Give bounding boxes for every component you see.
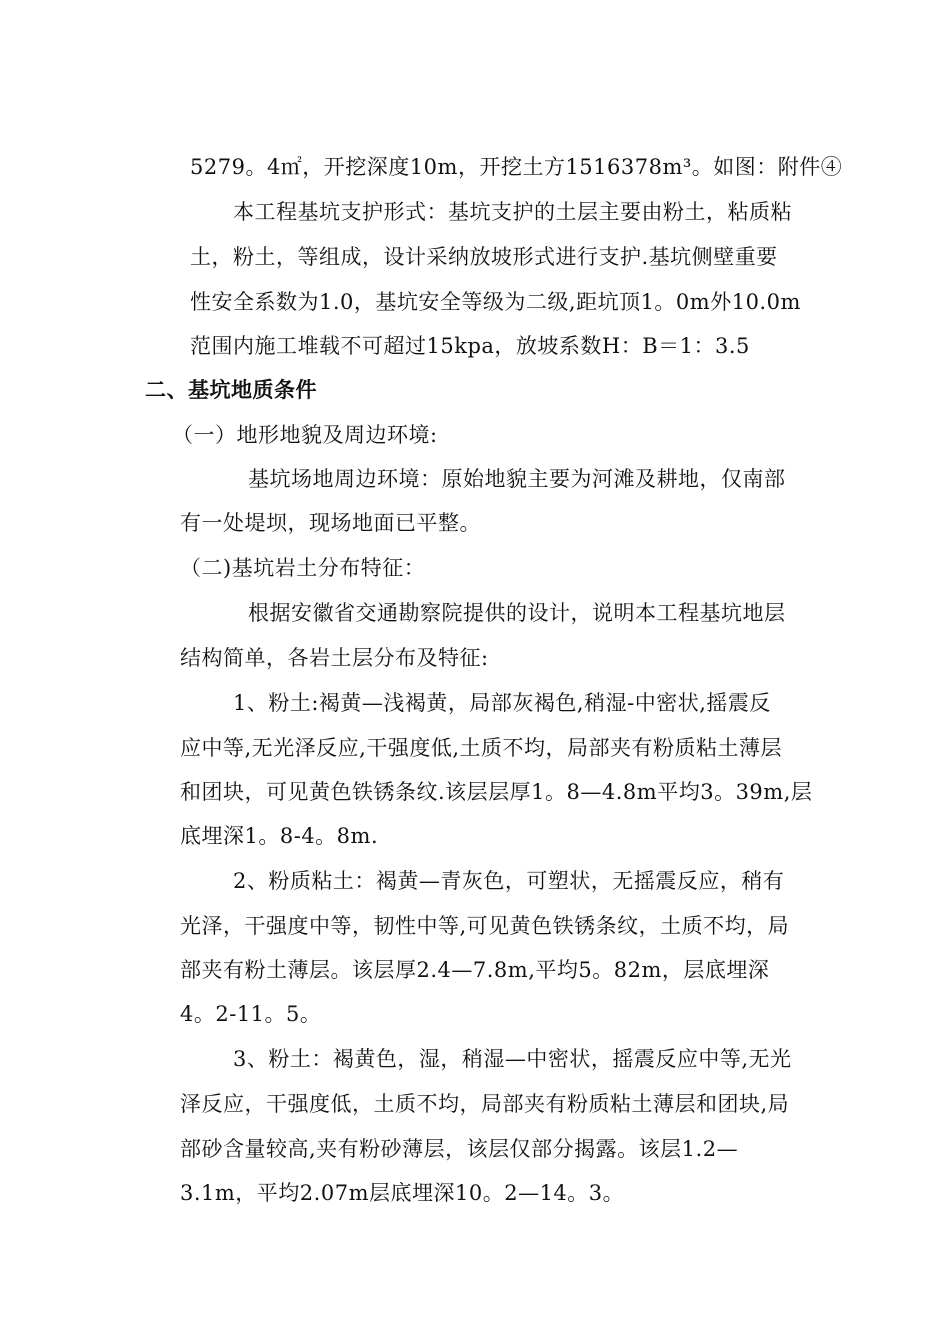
text-line-support-form-4: 范围内施工堆载不可超过15kpa，放坡系数H：B＝1：3.5 [190,334,750,358]
text-line-support-form-2: 土，粉土，等组成，设计采纳放坡形式进行支护.基坑侧壁重要 [190,245,778,269]
subheading-soil-distribution: （二)基坑岩土分布特征： [180,556,426,580]
text-line-layer2: 2、粉质粘土：褐黄—青灰色，可塑状，无摇震反应，稍有 [233,869,785,893]
text-line-layer3: 3、粉土：褐黄色，湿，稍湿—中密状，摇震反应中等,无光 [233,1047,792,1071]
text-line-layer3-2: 泽反应，干强度低，土质不均，局部夹有粉质粘土薄层和团块,局 [180,1092,790,1116]
text-line-layer1-2: 应中等,无光泽反应,干强度低,土质不均，局部夹有粉质粘土薄层 [180,736,783,760]
text-line-layer2-2: 光泽，干强度中等，韧性中等,可见黄色铁锈条纹，土质不均，局 [180,914,790,938]
section-heading-geology: 二、基坑地质条件 [145,378,317,402]
text-line-layer1: 1、粉土:褐黄—浅褐黄，局部灰褐色,稍湿-中密状,摇震反 [233,691,771,715]
text-line-layer2-3: 部夹有粉土薄层。该层厚2.4—7.8m,平均5。82m，层底埋深 [180,958,770,982]
text-line-support-form: 本工程基坑支护形式：基坑支护的土层主要由粉土，粘质粘 [233,200,792,224]
text-line-layer2-4: 4。2-11。5。 [180,1002,322,1026]
text-line-environment-2: 有一处堤坝，现场地面已平整。 [180,511,481,535]
text-line-layer1-4: 底埋深1。8-4。8m. [180,824,379,848]
text-line-layer3-4: 3.1m，平均2.07m层底埋深10。2—14。3。 [180,1181,625,1205]
text-line-layer3-3: 部砂含量较高,夹有粉砂薄层，该层仅部分揭露。该层1.2— [180,1137,739,1161]
text-line-layer1-3: 和团块，可见黄色铁锈条纹.该层层厚1。8—4.8m平均3。39m,层 [180,780,813,804]
text-line-design-basis-2: 结构简单，各岩土层分布及特征: [180,646,489,670]
text-line-area-volume: 5279。4㎡，开挖深度10m，开挖土方1516378m³。如图：附件④ [190,155,843,179]
text-line-environment: 基坑场地周边环境：原始地貌主要为河滩及耕地，仅南部 [248,467,786,491]
text-line-design-basis: 根据安徽省交通勘察院提供的设计，说明本工程基坑地层 [248,601,786,625]
text-line-support-form-3: 性安全系数为1.0，基坑安全等级为二级,距坑顶1。0m外10.0m [190,290,801,314]
subheading-terrain: （一）地形地貌及周边环境: [172,423,438,447]
